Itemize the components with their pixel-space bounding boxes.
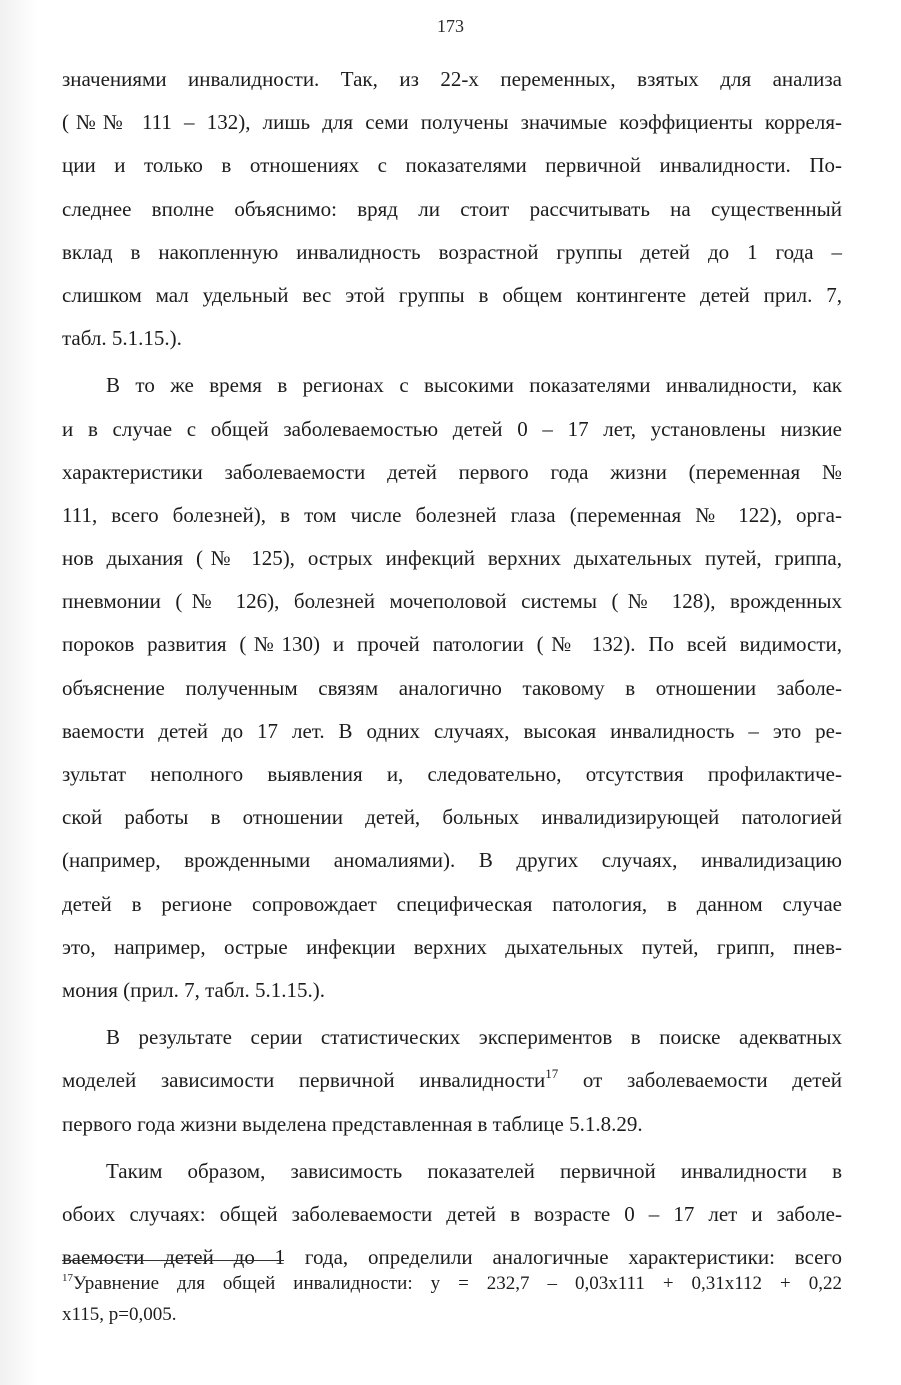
text-line: вклад в накопленную инвалидность возрастной группы детей до 1 года – <box>62 239 842 264</box>
footnote-text: Уравнение для общей инвалидности: y = 232,7 – 0,03x111 + 0,31x112 + 0,22 <box>73 1273 842 1294</box>
text-line: ции и только в отношениях с показателями первичной инвалидности. По- <box>62 153 842 178</box>
text-line: значениями инвалидности. Так, из 22-х переменных, взятых для анализа <box>62 67 842 91</box>
scan-shadow <box>0 0 38 1385</box>
footnote-line: x115, p=0,005. <box>62 1304 177 1325</box>
text-line: Таким образом, зависимость показателей первичной инвалидности в <box>106 1158 842 1183</box>
text-line: В то же время в регионах с высокими показателями инвалидности, как <box>106 373 842 398</box>
text-line: табл. 5.1.15.). <box>62 326 182 351</box>
footnote-separator <box>62 1260 284 1261</box>
text-line: зультат неполного выявления и, следовательно, отсутствия профилактиче- <box>62 762 842 786</box>
text-line: (№№ 111 – 132), лишь для семи получены значимые коэффициенты корреля- <box>62 110 842 135</box>
text-line: следнее вполне объяснимо: вряд ли стоит рассчитывать на существенный <box>62 196 842 221</box>
text-line: ваемости детей до 1 года, определили аналогичные характеристики: всего <box>62 1245 842 1270</box>
text-line: 111, всего болезней), в том числе болезней глаза (переменная № 122), орга- <box>62 502 842 527</box>
footnote-marker: 17 <box>62 1272 73 1284</box>
text-line: объяснение полученным связям аналогично таковому в отношении заболе- <box>62 675 842 700</box>
paragraph-3 <box>62 1016 842 1146</box>
page-number: 173 <box>437 16 464 36</box>
text-line: (например, врожденными аномалиями). В других случаях, инвалидизацию <box>62 848 842 873</box>
text-line: В результате серии статистических экспериментов в поиске адекватных <box>106 1025 842 1050</box>
text-fragment: от заболеваемости детей <box>558 1068 842 1093</box>
text-line: слишком мал удельный вес этой группы в общем контингенте детей прил. 7, <box>62 282 842 307</box>
text-line: и в случае с общей заболеваемостью детей 0 – 17 лет, установлены низкие <box>62 416 842 441</box>
text-line: характеристики заболеваемости детей первого года жизни (переменная № <box>62 459 842 484</box>
paragraph-2 <box>62 364 842 1012</box>
body-text <box>62 58 842 1279</box>
footnote <box>62 1268 842 1330</box>
footnote-line <box>62 1268 842 1299</box>
text-line: ской работы в отношении детей, больных инвалидизирующей патологией <box>62 805 842 830</box>
text-line: детей в регионе сопровождает специфическая патология, в данном случае <box>62 891 842 916</box>
footnote-reference[interactable]: 17 <box>545 1066 559 1082</box>
paragraph-1 <box>62 58 842 360</box>
text-line: обоих случаях: общей заболеваемости детей в возрасте 0 – 17 лет и заболе- <box>62 1201 842 1226</box>
text-line: пороков развития (№130) и прочей патологии (№ 132). По всей видимости, <box>62 632 842 657</box>
text-line: это, например, острые инфекции верхних дыхательных путей, грипп, пнев- <box>62 934 842 959</box>
text-line: пневмонии (№ 126), болезней мочеполовой системы (№ 128), врожденных <box>62 589 842 614</box>
text-fragment: моделей зависимости первичной инвалидности <box>62 1068 546 1093</box>
text-line: мония (прил. 7, табл. 5.1.15.). <box>62 977 326 1002</box>
text-line-with-footnote <box>62 1059 842 1102</box>
text-line: ваемости детей до 17 лет. В одних случаях, высокая инвалидность – это ре- <box>62 718 842 743</box>
text-line: нов дыхания (№ 125), острых инфекций верхних дыхательных путей, гриппа, <box>62 546 842 571</box>
text-line: первого года жизни выделена представленная в таблице 5.1.8.29. <box>62 1111 643 1136</box>
